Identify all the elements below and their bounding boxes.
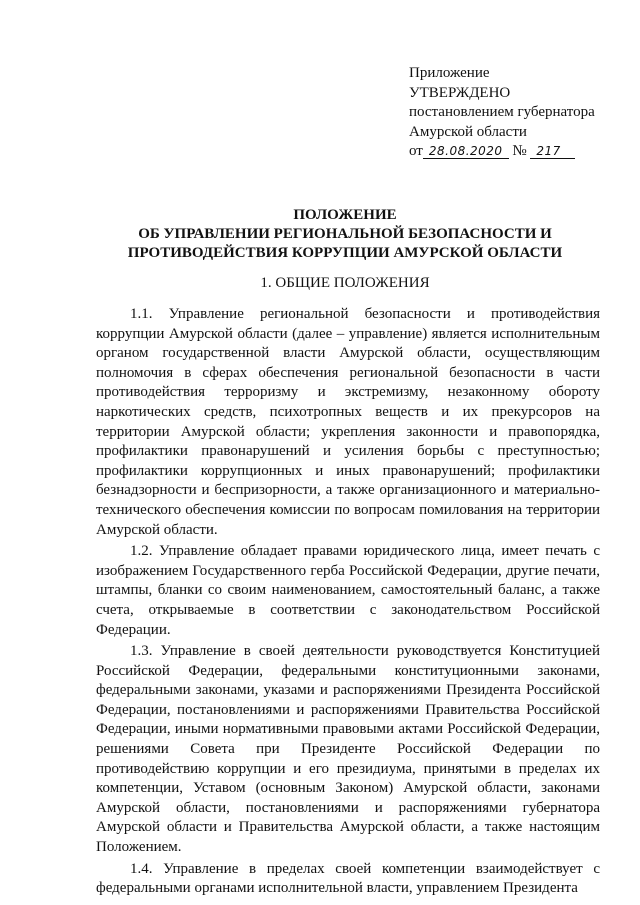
approval-number: 217 xyxy=(530,144,574,159)
approval-region-label: Амурской области xyxy=(409,123,527,140)
paragraph-1-3: 1.3. Управление в своей деятельности руководствуется Конституцией Российской Федерации, федеральными конституционными законами, федеральными законами, указами и распоряжениями Президента Российской Федерации, постановлениями и распоряжениями Правительства Российской Федерации, иными нормативными правовыми актами Российской Федерации, решениями Совета при Президенте Российской Федерации по противодействию коррупции и его президиума, принятыми в пределах их компетенции, Уставом (основным Законом) Амурской области, законами Амурской области, постановлениями и распоряжениями губернатора Амурской области и Правительства Амурской области, а также настоящим Положением. xyxy=(96,643,600,856)
approval-block xyxy=(409,64,595,162)
title-line-1: ПОЛОЖЕНИЕ xyxy=(293,207,397,223)
title-line-2: ОБ УПРАВЛЕНИИ РЕГИОНАЛЬНОЙ БЕЗОПАСНОСТИ И xyxy=(138,226,552,242)
document-body xyxy=(96,305,600,899)
approval-date: 28.08.2020 xyxy=(423,144,509,159)
title-line-3: ПРОТИВОДЕЙСТВИЯ КОРРУПЦИИ АМУРСКОЙ ОБЛАСТИ xyxy=(127,245,563,261)
approval-date-line xyxy=(409,142,595,162)
approval-number-prefix: № xyxy=(512,143,527,159)
approval-approved-label: УТВЕРЖДЕНО xyxy=(409,84,511,101)
approval-date-prefix: от xyxy=(409,143,423,159)
section-heading: 1. ОБЩИЕ ПОЛОЖЕНИЯ xyxy=(260,275,430,291)
paragraph-1-4: 1.4. Управление в пределах своей компетенции взаимодействует с федеральными органами исполнительной власти, управлением Президента xyxy=(96,860,600,897)
approval-appendix-label: Приложение xyxy=(409,65,490,81)
document-title xyxy=(90,206,600,263)
paragraph-1-1: 1.1. Управление региональной безопасности и противодействия коррупции Амурской области (далее – управление) является исполнительным органом государственной власти Амурской области, осуществляющим полномочия в сферах обеспечения региональной безопасности в части противодействия терроризму и экстремизму, незаконному обороту наркотических средств, психотропных веществ и их прекурсоров на территории Амурской области; укрепления законности и правопорядка, профилактики правонарушений и усиления борьбы с преступностью; профилактики коррупционных и иных правонарушений; профилактики безнадзорности и беспризорности, а также организационного и материально-технического обеспечения комиссии по вопросам помилования на территории Амурской области. xyxy=(96,306,600,538)
approval-resolution-label: постановлением губернатора xyxy=(409,104,595,120)
paragraph-1-2: 1.2. Управление обладает правами юридического лица, имеет печать с изображением Государственного герба Российской Федерации, другие печати, штампы, бланки со своим наименованием, самостоятельный баланс, а также счета, открываемые в соответствии с законодательством Российской Федерации. xyxy=(96,543,600,638)
